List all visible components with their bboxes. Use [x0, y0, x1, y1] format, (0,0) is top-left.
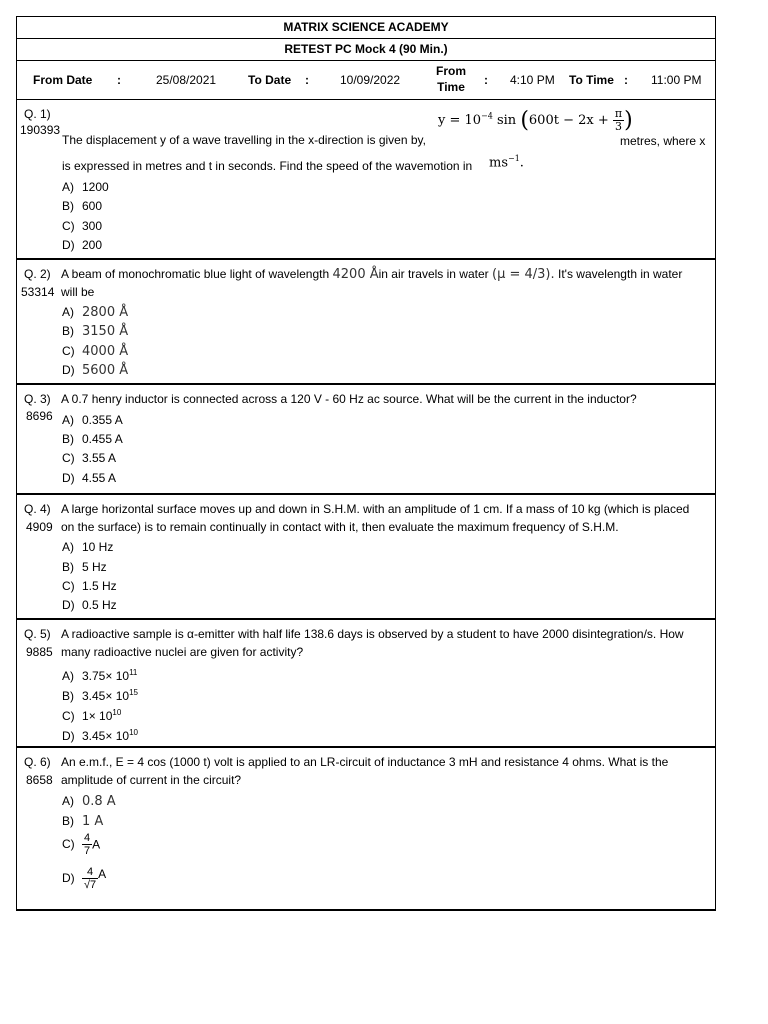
option-a[interactable]: A) 1200	[62, 180, 109, 194]
option-d[interactable]: D) 5600 Å	[62, 363, 129, 378]
option-c[interactable]: C) 300	[62, 219, 103, 233]
option-b[interactable]: B) 600	[62, 199, 103, 213]
question-id: 190393	[20, 123, 61, 137]
colon: :	[484, 73, 488, 87]
question-4	[16, 495, 716, 620]
option-d[interactable]: D) $\frac{4}{√7}$ A	[62, 866, 107, 891]
question-paper	[16, 16, 716, 911]
option-b[interactable]: B) 3150 Å	[62, 324, 129, 339]
to-date-value: 10/09/2022	[340, 73, 401, 87]
option-c[interactable]: C) $\frac{4}{7}$ A	[62, 832, 101, 857]
question-text: A radioactive sample is α-emitter with half life 138.6 days is observed by a student to have 2000 disintegration/s. How	[61, 627, 684, 641]
from-time-value: 4:10 PM	[510, 73, 555, 87]
speed-unit: $ms^{-1}$.	[489, 154, 524, 171]
option-a[interactable]: A) 0.8 A	[62, 794, 116, 809]
schedule-row	[16, 60, 716, 100]
option-a[interactable]: A) 2800 Å	[62, 305, 129, 320]
option-d[interactable]: D) $3.45\times 10^{10}$	[62, 728, 138, 743]
colon: :	[305, 73, 309, 87]
to-date-label: To Date	[248, 73, 292, 87]
question-text-line2: is expressed in metres and t in seconds. Find the speed of the wavemotion in	[62, 159, 473, 173]
question-number: Q. 6)	[24, 755, 51, 769]
option-c[interactable]: C) 4000 Å	[62, 344, 129, 359]
option-a[interactable]: A) $3.75\times 10^{11}$	[62, 668, 138, 683]
from-date-label: From Date	[33, 73, 93, 87]
question-2	[16, 260, 716, 385]
option-a[interactable]: A) 0.355 A	[62, 413, 123, 427]
question-text-line2: will be	[61, 285, 95, 299]
question-number: Q. 1)	[24, 107, 51, 121]
from-time-label-line2: Time	[437, 80, 465, 94]
question-text-line2: on the surface) is to remain continually in contact with it, then evaluate the maximum frequency of S.H.M.	[61, 520, 619, 534]
colon: :	[624, 73, 628, 87]
option-a[interactable]: A) 10 Hz	[62, 540, 114, 554]
option-c[interactable]: C) 3.55 A	[62, 451, 117, 465]
colon: :	[117, 73, 121, 87]
question-6	[16, 748, 716, 911]
wave-equation: $y = 10^{-4}$ sin (600t − 2x + $\frac{\pi}{3}$ )	[438, 107, 633, 133]
from-time-label	[432, 63, 470, 95]
option-d[interactable]: D) 4.55 A	[62, 471, 117, 485]
question-text-continued: metres, where x	[620, 134, 706, 148]
option-b[interactable]: B) 5 Hz	[62, 560, 107, 574]
question-number: Q. 2)	[24, 267, 51, 281]
question-number: Q. 5)	[24, 627, 51, 641]
option-d[interactable]: D) 200	[62, 238, 103, 252]
to-time-label: To Time	[569, 73, 614, 87]
question-text: A 0.7 henry inductor is connected across a 120 V - 60 Hz ac source. What will be the current in the inductor?	[61, 392, 637, 406]
question-5	[16, 620, 716, 748]
question-id: 9885	[26, 645, 53, 659]
option-b[interactable]: B) $3.45\times 10^{15}$	[62, 688, 138, 703]
question-text: An e.m.f., E = 4 cos (1000 t) volt is applied to an LR-circuit of inductance 3 mH and resistance 4 ohms. What is the	[61, 755, 669, 769]
from-time-label-line1: From	[436, 64, 466, 78]
question-1	[16, 100, 716, 260]
question-id: 8696	[26, 409, 53, 423]
option-b[interactable]: B) 0.455 A	[62, 432, 123, 446]
question-text-line2: many radioactive nuclei are given for activity?	[61, 645, 304, 659]
question-id: 53314	[21, 285, 55, 299]
to-time-value: 11:00 PM	[651, 73, 702, 87]
test-name: RETEST PC Mock 4 (90 Min.)	[16, 38, 716, 60]
question-text: A beam of monochromatic blue light of wavelength 4200 Åin air travels in water (μ = 4/3). It's wavelength in water	[61, 267, 683, 282]
option-b[interactable]: B) 1 A	[62, 814, 104, 829]
from-date-value: 25/08/2021	[156, 73, 217, 87]
institute-name: MATRIX SCIENCE ACADEMY	[16, 16, 716, 38]
question-number: Q. 4)	[24, 502, 51, 516]
question-id: 8658	[26, 773, 53, 787]
question-text: A large horizontal surface moves up and down in S.H.M. with an amplitude of 1 cm. If a mass of 10 kg (which is placed	[61, 502, 690, 516]
question-id: 4909	[26, 520, 53, 534]
option-c[interactable]: C) $1\times 10^{10}$	[62, 708, 122, 723]
option-d[interactable]: D) 0.5 Hz	[62, 598, 117, 612]
question-text-line2: amplitude of current in the circuit?	[61, 773, 242, 787]
question-number: Q. 3)	[24, 392, 51, 406]
question-text: The displacement y of a wave travelling in the x-direction is given by,	[62, 133, 426, 147]
option-c[interactable]: C) 1.5 Hz	[62, 579, 117, 593]
question-3	[16, 385, 716, 495]
